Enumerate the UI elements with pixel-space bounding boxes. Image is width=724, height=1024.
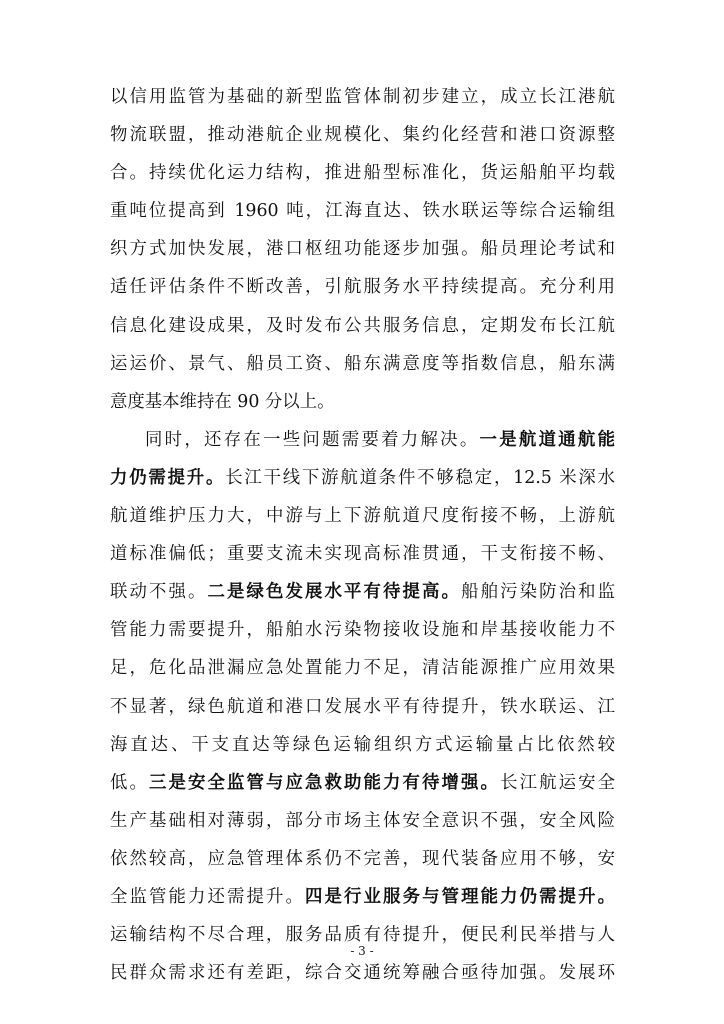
body-text: 道标准偏低；重要支流未实现高标准贯通，干支衔接不畅、 — [110, 544, 615, 565]
text-line — [110, 459, 615, 497]
text-line — [110, 230, 615, 268]
text-line — [110, 688, 615, 726]
text-line — [110, 535, 615, 573]
body-text: 联动不强。 — [110, 582, 208, 603]
page-number: - 3 - — [350, 944, 374, 958]
body-text: 长江航运安全 — [500, 772, 615, 793]
text-line — [110, 307, 615, 345]
body-text: 全监管能力还需提升。 — [110, 886, 306, 907]
text-line — [110, 802, 615, 840]
bold-heading-text: 二是绿色发展水平有待提高。 — [207, 582, 462, 603]
body-text: 低。 — [110, 772, 150, 793]
bold-heading-text: 一是航道通航能 — [479, 429, 615, 450]
body-text: 管能力需要提升，船舶水污染物接收设施和岸基接收能力不 — [110, 620, 615, 641]
text-line — [110, 611, 615, 649]
document-body — [110, 78, 615, 992]
bold-heading-text: 四是行业服务与管理能力仍需提升。 — [305, 886, 615, 907]
text-line — [110, 649, 615, 687]
text-line — [110, 497, 615, 535]
text-line — [110, 954, 615, 992]
body-text: 以信用监管为基础的新型监管体制初步建立，成立长江港航 — [110, 87, 615, 107]
text-line — [110, 383, 615, 421]
text-line — [110, 764, 615, 802]
body-text: 重吨位提高到 1960 吨，江海直达、铁水联运等综合运输组 — [110, 201, 615, 222]
body-text: 织方式加快发展，港口枢纽功能逐步加强。船员理论考试和 — [110, 239, 615, 260]
body-text: 不显著，绿色航道和港口发展水平有待提升，铁水联运、江 — [110, 696, 615, 717]
body-text: 足，危化品泄漏应急处置能力不足，清洁能源推广应用效果 — [110, 658, 615, 679]
body-text: 合。持续优化运力结构，推进船型标准化，货运船舶平均载 — [110, 163, 615, 184]
body-text: 意度基本维持在 90 分以上。 — [110, 391, 335, 412]
text-line — [110, 192, 615, 230]
body-text: 适任评估条件不断改善，引航服务水平持续提高。充分利用 — [110, 277, 615, 298]
body-text: 海直达、干支直达等绿色运输组织方式运输量占比依然较 — [110, 734, 615, 755]
body-text: 同时，还存在一些问题需要着力解决。 — [145, 429, 480, 450]
body-text: 依然较高，应急管理体系仍不完善，现代装备应用不够，安 — [110, 848, 615, 869]
text-line — [110, 78, 615, 116]
text-line — [110, 421, 615, 459]
text-line — [110, 154, 615, 192]
body-text: 民群众需求还有差距，综合交通统筹融合亟待加强。发展环 — [110, 963, 615, 984]
text-line — [110, 726, 615, 764]
body-text: 航道维护压力大，中游与上下游航道尺度衔接不畅，上游航 — [110, 506, 615, 527]
body-text: 信息化建设成果，及时发布公共服务信息，定期发布长江航 — [110, 315, 615, 336]
bold-heading-text: 三是安全监管与应急救助能力有待增强。 — [149, 772, 501, 793]
text-line — [110, 116, 615, 154]
text-line — [110, 878, 615, 916]
bold-heading-text: 力仍需提升。 — [110, 467, 226, 488]
body-text: 运输结构不尽合理，服务品质有待提升，便民利民举措与人 — [110, 925, 615, 946]
body-text: 运运价、景气、船员工资、船东满意度等指数信息，船东满 — [110, 353, 615, 374]
text-line — [110, 840, 615, 878]
text-line — [110, 268, 615, 306]
body-text: 物流联盟，推动港航企业规模化、集约化经营和港口资源整 — [110, 125, 615, 146]
body-text: 船舶污染防治和监 — [461, 582, 615, 603]
text-line — [110, 345, 615, 383]
body-text: 长江干线下游航道条件不够稳定，12.5 米深水 — [225, 467, 615, 488]
text-line — [110, 573, 615, 611]
body-text: 生产基础相对薄弱，部分市场主体安全意识不强，安全风险 — [110, 810, 615, 831]
